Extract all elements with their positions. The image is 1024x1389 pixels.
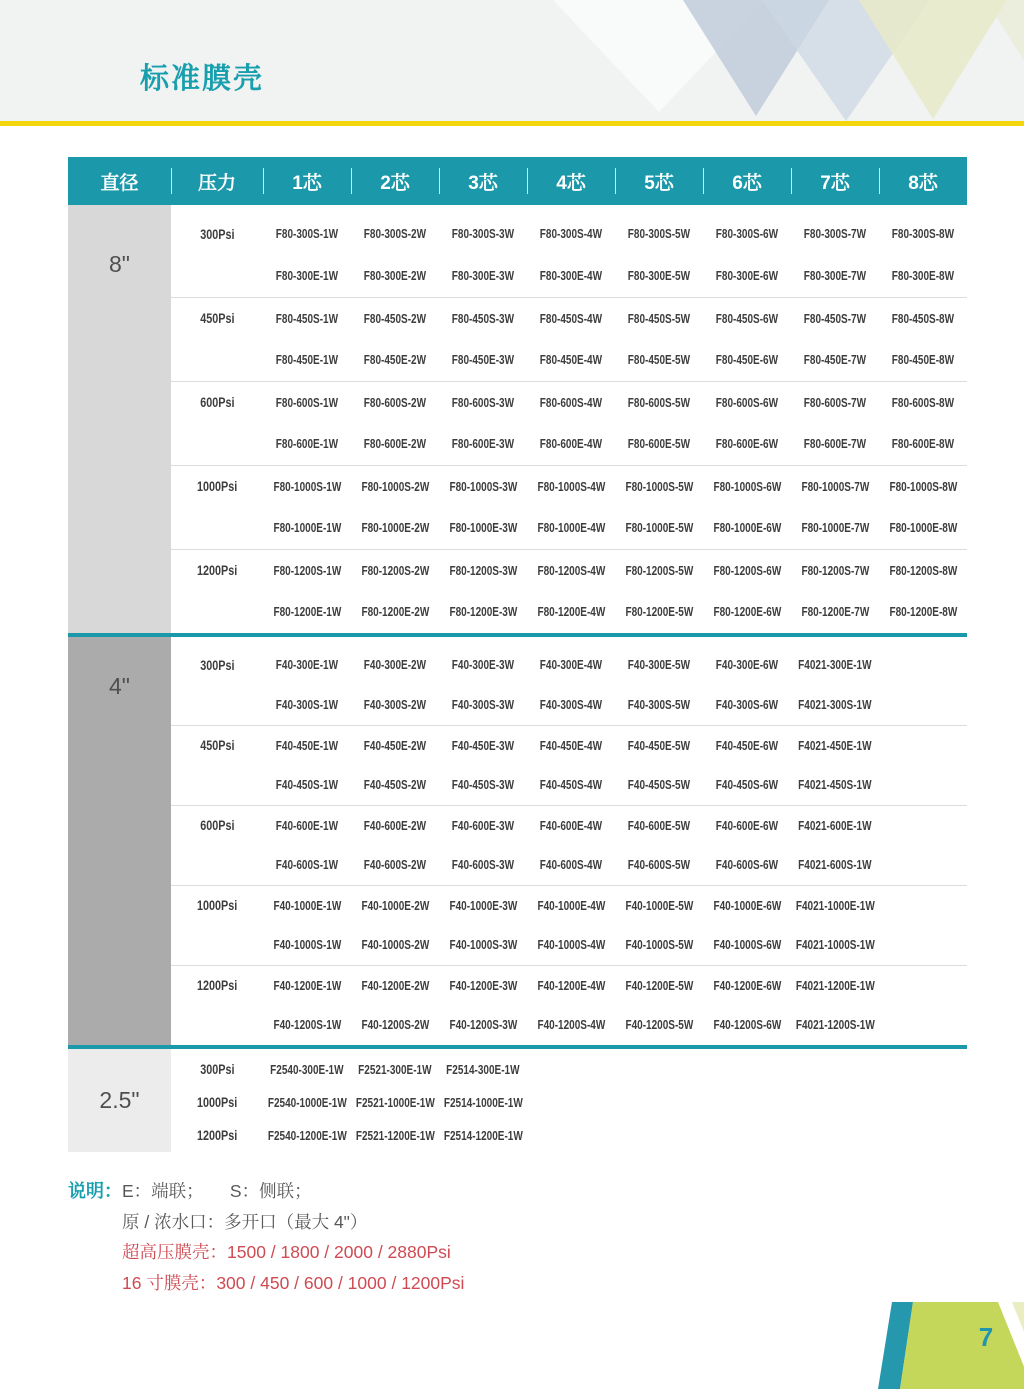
model-cell: F2521-1200E-1W	[355, 1128, 435, 1143]
pressure-cell: 1200Psi	[196, 1128, 238, 1143]
model-cell: F80-300S-3W	[451, 227, 515, 241]
pressure-cell	[171, 1005, 263, 1045]
model-cell: F80-450E-4W	[539, 353, 603, 367]
model-cell: F80-1200E-7W	[801, 605, 869, 619]
model-cell: F2514-1200E-1W	[443, 1128, 523, 1143]
empty-cell	[615, 1086, 703, 1119]
column-header-8: 7芯	[791, 157, 879, 205]
model-cell: F2514-300E-1W	[446, 1062, 520, 1077]
diameter-cell: 2.5"	[68, 1049, 171, 1152]
section-25-inch	[68, 1049, 967, 1152]
model-cell: F80-450S-7W	[791, 297, 879, 339]
model-cell: F80-450S-8W	[879, 297, 967, 339]
empty-cell	[879, 1086, 967, 1119]
model-cell: F40-450E-2W	[351, 725, 439, 765]
model-cell: F80-1200E-5W	[625, 605, 693, 619]
model-cell: F80-450S-6W	[703, 297, 791, 339]
model-cell: F2540-300E-1W	[270, 1062, 344, 1077]
pressure-cell	[171, 507, 263, 549]
column-header-6: 5芯	[615, 157, 703, 205]
model-cell: F2540-1200E-1W	[267, 1128, 347, 1143]
model-cell: F40-600S-1W	[275, 858, 339, 872]
model-cell: F4021-1000S-1W	[795, 938, 875, 952]
model-cell: F40-450S-1W	[275, 778, 339, 792]
model-cell: F40-1200E-3W	[439, 965, 527, 1005]
empty-cell	[703, 1119, 791, 1152]
pressure-cell: 1200Psi	[171, 965, 263, 1005]
model-cell: F40-450E-5W	[615, 725, 703, 765]
pressure-cell: 300Psi	[199, 1062, 235, 1077]
model-cell: F80-1200S-5W	[615, 549, 703, 591]
empty-cell	[879, 845, 967, 885]
model-cell: F4021-600S-1W	[798, 858, 872, 872]
model-cell: F40-1000E-6W	[703, 885, 791, 925]
model-cell: F40-1200E-2W	[351, 965, 439, 1005]
model-cell: F80-450E-1W	[275, 353, 339, 367]
model-cell: F80-300E-5W	[627, 269, 691, 283]
model-cell: F80-1000E-5W	[625, 521, 693, 535]
model-cell: F40-300S-6W	[715, 698, 779, 712]
column-header-5: 4芯	[527, 157, 615, 205]
model-cell: F40-1000S-1W	[273, 938, 341, 952]
model-cell: F80-300E-1W	[275, 269, 339, 283]
note-line: 16 寸膜壳：300 / 450 / 600 / 1000 / 1200Psi	[122, 1272, 465, 1293]
model-cell: F40-600E-6W	[703, 805, 791, 845]
model-cell: F40-1200S-2W	[361, 1018, 429, 1032]
model-cell: F40-1200S-1W	[273, 1018, 341, 1032]
empty-cell	[615, 1119, 703, 1152]
pressure-cell	[171, 925, 263, 965]
model-cell: F80-600S-3W	[439, 381, 527, 423]
model-cell: F40-1200S-5W	[625, 1018, 693, 1032]
model-cell: F40-1000E-5W	[615, 885, 703, 925]
model-cell: F80-1000S-4W	[527, 465, 615, 507]
table-body	[68, 205, 967, 1152]
model-cell: F80-600E-5W	[627, 437, 691, 451]
empty-cell	[615, 1053, 703, 1086]
section-4-inch	[68, 637, 967, 1045]
model-cell: F80-1000S-2W	[351, 465, 439, 507]
model-cell: F40-600S-2W	[363, 858, 427, 872]
model-cell: F4021-450S-1W	[798, 778, 872, 792]
section-grid	[171, 205, 967, 633]
model-cell: F80-1000S-6W	[703, 465, 791, 507]
model-cell: F4021-1000E-1W	[791, 885, 879, 925]
model-cell: F40-600S-5W	[627, 858, 691, 872]
empty-cell	[703, 1086, 791, 1119]
model-cell: F80-300S-5W	[627, 227, 691, 241]
model-cell: F40-1000S-6W	[713, 938, 781, 952]
model-cell: F40-600E-4W	[527, 805, 615, 845]
corner-green-shape	[900, 1302, 1024, 1389]
model-cell: F2514-1000E-1W	[443, 1095, 523, 1110]
model-cell: F80-450E-5W	[627, 353, 691, 367]
pressure-cell: 300Psi	[199, 226, 235, 242]
pressure-cell: 300Psi	[199, 657, 235, 673]
pressure-cell: 600Psi	[171, 381, 263, 423]
model-cell: F40-450E-4W	[527, 725, 615, 765]
model-cell: F80-1200S-7W	[791, 549, 879, 591]
model-cell: F80-1000E-6W	[713, 521, 781, 535]
model-cell: F4021-450E-1W	[791, 725, 879, 765]
model-cell: F40-300S-2W	[363, 698, 427, 712]
note-line: E：端联； S：侧联；	[122, 1181, 312, 1201]
model-cell: F80-450E-2W	[363, 353, 427, 367]
model-cell: F40-1000E-3W	[439, 885, 527, 925]
model-cell: F40-1000E-1W	[263, 885, 351, 925]
model-cell: F80-1200E-6W	[713, 605, 781, 619]
pressure-cell: 1200Psi	[171, 549, 263, 591]
model-cell: F80-600S-2W	[351, 381, 439, 423]
model-cell: F80-600S-6W	[703, 381, 791, 423]
model-cell: F80-1000E-7W	[801, 521, 869, 535]
model-cell: F40-1200E-6W	[703, 965, 791, 1005]
model-cell: F40-450S-3W	[451, 778, 515, 792]
model-cell: F80-1000E-8W	[889, 521, 957, 535]
model-cell: F80-600E-8W	[891, 437, 955, 451]
empty-cell	[879, 1119, 967, 1152]
column-header-7: 6芯	[703, 157, 791, 205]
model-cell: F40-300S-5W	[627, 698, 691, 712]
model-cell: F80-450E-3W	[451, 353, 515, 367]
model-cell: F40-300E-4W	[539, 658, 603, 672]
empty-cell	[791, 1119, 879, 1152]
model-cell: F80-450E-6W	[715, 353, 779, 367]
model-cell: F40-300E-2W	[363, 658, 427, 672]
empty-cell	[879, 685, 967, 725]
column-header-9: 8芯	[879, 157, 967, 205]
model-cell: F40-300S-1W	[275, 698, 339, 712]
model-cell: F80-450S-4W	[527, 297, 615, 339]
model-cell: F80-300S-7W	[803, 227, 867, 241]
model-cell: F80-450S-2W	[351, 297, 439, 339]
empty-cell	[879, 885, 967, 925]
model-cell: F80-1000E-2W	[361, 521, 429, 535]
model-cell: F80-300E-4W	[539, 269, 603, 283]
model-cell: F80-1000S-5W	[615, 465, 703, 507]
section-8-inch	[68, 205, 967, 633]
model-cell: F40-1200E-5W	[615, 965, 703, 1005]
model-cell: F80-300S-1W	[275, 227, 339, 241]
pressure-cell	[171, 423, 263, 465]
model-cell: F80-1200E-1W	[273, 605, 341, 619]
model-cell: F40-300E-3W	[451, 658, 515, 672]
pressure-cell	[171, 845, 263, 885]
pressure-cell: 450Psi	[171, 297, 263, 339]
model-cell: F80-1200S-4W	[527, 549, 615, 591]
page-title: 标准膜壳	[140, 63, 265, 95]
pressure-cell: 1000Psi	[196, 1095, 238, 1110]
model-cell: F40-600E-3W	[439, 805, 527, 845]
model-cell: F80-300S-8W	[891, 227, 955, 241]
column-header-4: 3芯	[439, 157, 527, 205]
model-cell: F80-600E-2W	[363, 437, 427, 451]
model-cell: F40-600E-2W	[351, 805, 439, 845]
model-cell: F80-1200S-1W	[263, 549, 351, 591]
empty-cell	[703, 1053, 791, 1086]
model-cell: F4021-600E-1W	[791, 805, 879, 845]
model-cell: F80-600S-4W	[527, 381, 615, 423]
model-cell: F80-1000S-8W	[879, 465, 967, 507]
model-cell: F40-1000E-4W	[527, 885, 615, 925]
model-cell: F40-450E-1W	[263, 725, 351, 765]
pressure-cell	[171, 255, 263, 297]
model-cell: F4021-300E-1W	[798, 658, 872, 672]
model-cell: F80-600S-1W	[263, 381, 351, 423]
model-cell: F40-600E-1W	[263, 805, 351, 845]
model-cell: F40-1200S-6W	[713, 1018, 781, 1032]
empty-cell	[879, 805, 967, 845]
diameter-cell: 8"	[68, 205, 171, 633]
pressure-cell	[171, 685, 263, 725]
model-cell: F80-300S-4W	[539, 227, 603, 241]
model-cell: F40-450E-6W	[703, 725, 791, 765]
model-cell: F80-450S-5W	[615, 297, 703, 339]
model-cell: F40-600S-3W	[451, 858, 515, 872]
model-cell: F40-1200S-4W	[537, 1018, 605, 1032]
empty-cell	[879, 765, 967, 805]
model-cell: F80-1000E-1W	[273, 521, 341, 535]
model-cell: F80-600E-6W	[715, 437, 779, 451]
model-cell: F80-450S-1W	[263, 297, 351, 339]
empty-cell	[879, 965, 967, 1005]
model-cell: F40-450S-5W	[627, 778, 691, 792]
pressure-cell: 600Psi	[171, 805, 263, 845]
model-cell: F80-1200S-8W	[879, 549, 967, 591]
model-cell: F40-600E-5W	[615, 805, 703, 845]
pressure-cell: 450Psi	[171, 725, 263, 765]
model-cell: F80-1000S-3W	[439, 465, 527, 507]
empty-cell	[527, 1053, 615, 1086]
pressure-cell: 1000Psi	[171, 465, 263, 507]
model-cell: F40-1200E-4W	[527, 965, 615, 1005]
model-cell: F80-1200E-8W	[889, 605, 957, 619]
model-cell: F40-600S-4W	[539, 858, 603, 872]
yellow-rule	[0, 121, 1024, 126]
model-cell: F80-600S-7W	[791, 381, 879, 423]
model-cell: F40-600S-6W	[715, 858, 779, 872]
model-cell: F80-300E-7W	[803, 269, 867, 283]
membrane-housing-table	[68, 157, 967, 1152]
model-cell: F80-450E-8W	[891, 353, 955, 367]
model-cell: F80-1000E-4W	[537, 521, 605, 535]
model-cell: F4021-300S-1W	[798, 698, 872, 712]
model-cell: F80-1000S-1W	[263, 465, 351, 507]
model-cell: F80-600E-1W	[275, 437, 339, 451]
model-cell: F80-450S-3W	[439, 297, 527, 339]
model-cell: F80-1200E-3W	[449, 605, 517, 619]
model-cell: F80-300E-8W	[891, 269, 955, 283]
model-cell: F80-1200S-6W	[703, 549, 791, 591]
note-line: 原 / 浓水口：多开口（最大 4"）	[122, 1211, 368, 1232]
section-grid	[171, 1049, 967, 1152]
model-cell: F40-1200E-1W	[263, 965, 351, 1005]
model-cell: F80-1000E-3W	[449, 521, 517, 535]
pressure-cell: 1000Psi	[171, 885, 263, 925]
model-cell: F80-1000S-7W	[791, 465, 879, 507]
model-cell: F2521-1000E-1W	[355, 1095, 435, 1110]
model-cell: F40-1000S-2W	[361, 938, 429, 952]
empty-cell	[879, 725, 967, 765]
model-cell: F80-600E-7W	[803, 437, 867, 451]
empty-cell	[527, 1086, 615, 1119]
model-cell: F40-1000S-4W	[537, 938, 605, 952]
notes-lines	[122, 1176, 464, 1298]
pressure-cell	[171, 765, 263, 805]
model-cell: F40-300E-6W	[715, 658, 779, 672]
model-cell: F80-1200S-3W	[439, 549, 527, 591]
empty-cell	[527, 1119, 615, 1152]
model-cell: F80-300S-2W	[363, 227, 427, 241]
page-header	[0, 0, 1024, 121]
model-cell: F80-600E-3W	[451, 437, 515, 451]
model-cell: F40-300S-3W	[451, 698, 515, 712]
model-cell: F40-1000S-3W	[449, 938, 517, 952]
model-cell: F80-300E-6W	[715, 269, 779, 283]
model-cell: F40-450S-6W	[715, 778, 779, 792]
pressure-cell	[171, 339, 263, 381]
model-cell: F80-600E-4W	[539, 437, 603, 451]
notes-label: 说明：	[68, 1181, 122, 1201]
model-cell: F80-1200S-2W	[351, 549, 439, 591]
model-cell: F4021-1200S-1W	[795, 1018, 875, 1032]
model-cell: F80-300S-6W	[715, 227, 779, 241]
model-cell: F80-600S-5W	[615, 381, 703, 423]
note-line: 超高压膜壳：1500 / 1800 / 2000 / 2880Psi	[122, 1242, 451, 1262]
column-header-3: 2芯	[351, 157, 439, 205]
model-cell: F40-450S-4W	[539, 778, 603, 792]
model-cell: F80-450E-7W	[803, 353, 867, 367]
model-cell: F2540-1000E-1W	[267, 1095, 347, 1110]
model-cell: F40-1000E-2W	[351, 885, 439, 925]
model-cell: F40-1000S-5W	[625, 938, 693, 952]
model-cell: F40-450E-3W	[439, 725, 527, 765]
model-cell: F2521-300E-1W	[358, 1062, 432, 1077]
section-grid	[171, 637, 967, 1045]
column-header-0: 直径	[100, 172, 139, 194]
pressure-cell	[171, 591, 263, 633]
model-cell: F40-300E-1W	[275, 658, 339, 672]
empty-cell	[791, 1086, 879, 1119]
model-cell: F40-300E-5W	[627, 658, 691, 672]
empty-cell	[879, 925, 967, 965]
model-cell: F40-300S-4W	[539, 698, 603, 712]
table-header-row	[68, 157, 967, 205]
empty-cell	[879, 1053, 967, 1086]
model-cell: F80-1200E-2W	[361, 605, 429, 619]
empty-cell	[791, 1053, 879, 1086]
model-cell: F80-300E-2W	[363, 269, 427, 283]
notes-block	[68, 1176, 464, 1298]
column-header-1: 压力	[171, 157, 263, 205]
column-header-2: 1芯	[263, 157, 351, 205]
empty-cell	[879, 1005, 967, 1045]
model-cell: F40-1200S-3W	[449, 1018, 517, 1032]
empty-cell	[879, 645, 967, 685]
model-cell: F4021-1200E-1W	[791, 965, 879, 1005]
diameter-cell: 4"	[68, 637, 171, 1045]
model-cell: F80-1200E-4W	[537, 605, 605, 619]
model-cell: F40-450S-2W	[363, 778, 427, 792]
model-cell: F80-600S-8W	[879, 381, 967, 423]
model-cell: F80-300E-3W	[451, 269, 515, 283]
page-number: 7	[978, 1322, 994, 1352]
